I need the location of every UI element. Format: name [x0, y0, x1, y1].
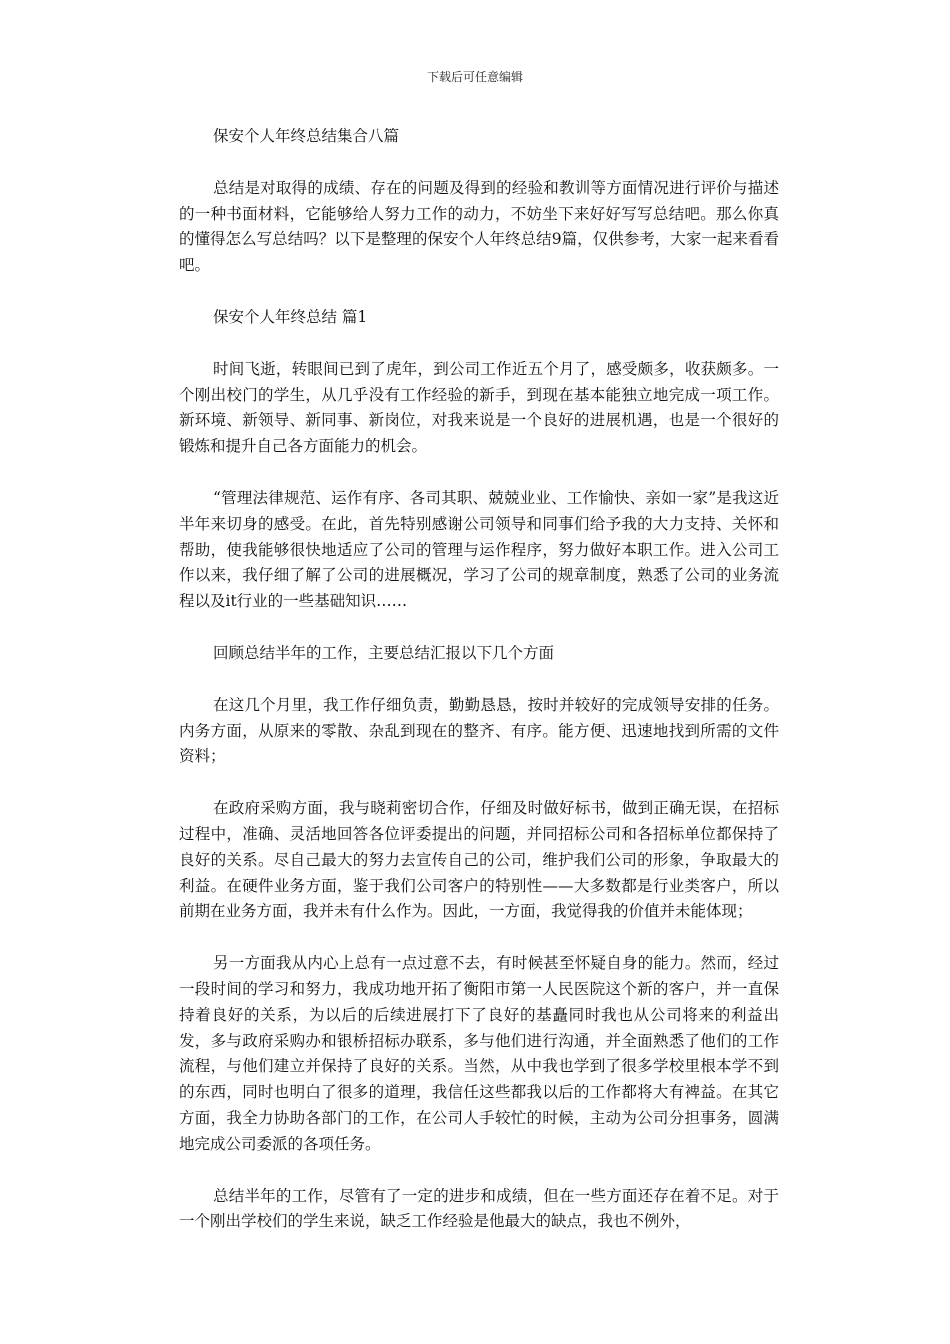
spacer — [179, 460, 779, 486]
body-paragraph: 在政府采购方面，我与晓莉密切合作，仔细及时做好标书，做到正确无误，在招标过程中，准确、灵活地回答各位评委提出的问题，并同招标公司和各招标单位都保持了良好的关系。尽自己最大的努力去宣传自己的公司，维护我们公司的形象，争取最大的利益。在硬件业务方面，鉴于我们公司客户的特别性——大多数都是行业类客户，所以前期在业务方面，我并未有什么作为。因此，一方面，我觉得我的价值并未能体现； — [179, 799, 779, 921]
spacer — [179, 667, 779, 693]
body-paragraph: 另一方面我从内心上总有一点过意不去，有时候甚至怀疑自身的能力。然而，经过一段时间的学习和努力，我成功地开拓了衡阳市第一人民医院这个新的客户，并一直保持着良好的关系，为以后的后续进展打下了良好的基矗同时我也从公司将来的利益出发，多与政府采购办和银桥招标办联系，多与他们进行沟通，并全面熟悉了他们的工作流程，与他们建立并保持了良好的关系。当然，从中我也学到了很多学校里根本学不到的东西，同时也明白了很多的道理，我信任这些都我以后的工作都将大有裨益。在其它方面，我全力协助各部门的工作，在公司人手较忙的时候，主动为公司分担事务，圆满地完成公司委派的各项任务。 — [179, 954, 779, 1153]
spacer — [179, 150, 779, 176]
section-title: 保安个人年终总结 篇1 — [213, 307, 368, 326]
spacer — [179, 279, 779, 305]
spacer — [179, 331, 779, 357]
body-paragraph: “管理法律规范、运作有序、各司其职、兢兢业业、工作愉快、亲如一家”是我这近半年来切身的感受。在此，首先特别感谢公司领导和同事们给予我的大力支持、关怀和帮助，使我能够很快地适应了公司的管理与运作程序，努力做好本职工作。进入公司工作以来，我仔细了解了公司的进展概况，学习了公司的规章制度，熟悉了公司的业务流程以及it行业的一些基础知识…… — [179, 488, 779, 611]
document-body — [179, 124, 779, 1235]
intro-paragraph: 总结是对取得的成绩、存在的问题及得到的经验和教训等方面情况进行评价与描述的一种书面材料，它能够给人努力工作的动力，不妨坐下来好好写写总结吧。那么你真的懂得怎么写总结吗？以下是整理的保安个人年终总结9篇，仅供参考，大家一起来看看吧。 — [179, 178, 779, 275]
body-paragraph: 总结半年的工作，尽管有了一定的进步和成绩，但在一些方面还存在着不足。对于一个刚出学校们的学生来说，缺乏工作经验是他最大的缺点，我也不例外， — [179, 1186, 779, 1231]
document-title: 保安个人年终总结集合八篇 — [213, 127, 400, 145]
review-heading: 回顾总结半年的工作，主要总结汇报以下几个方面 — [213, 643, 555, 662]
spacer — [179, 615, 779, 641]
spacer — [179, 1158, 779, 1184]
spacer — [179, 770, 779, 796]
body-paragraph: 在这几个月里，我工作仔细负责，勤勤恳恳，按时并较好的完成领导安排的任务。内务方面，从原来的零散、杂乱到现在的整齐、有序。能方便、迅速地找到所需的文件资料； — [179, 695, 779, 766]
body-paragraph: 时间飞逝，转眼间已到了虎年，到公司工作近五个月了，感受颇多，收获颇多。一个刚出校门的学生，从几乎没有工作经验的新手，到现在基本能独立地完成一项工作。新环境、新领导、新同事、新岗位，对我来说是一个良好的进展机遇，也是一个很好的锻炼和提升自己各方面能力的机会。 — [179, 359, 779, 456]
spacer — [179, 925, 779, 951]
header-note: 下载后可任意编辑 — [426, 70, 523, 84]
